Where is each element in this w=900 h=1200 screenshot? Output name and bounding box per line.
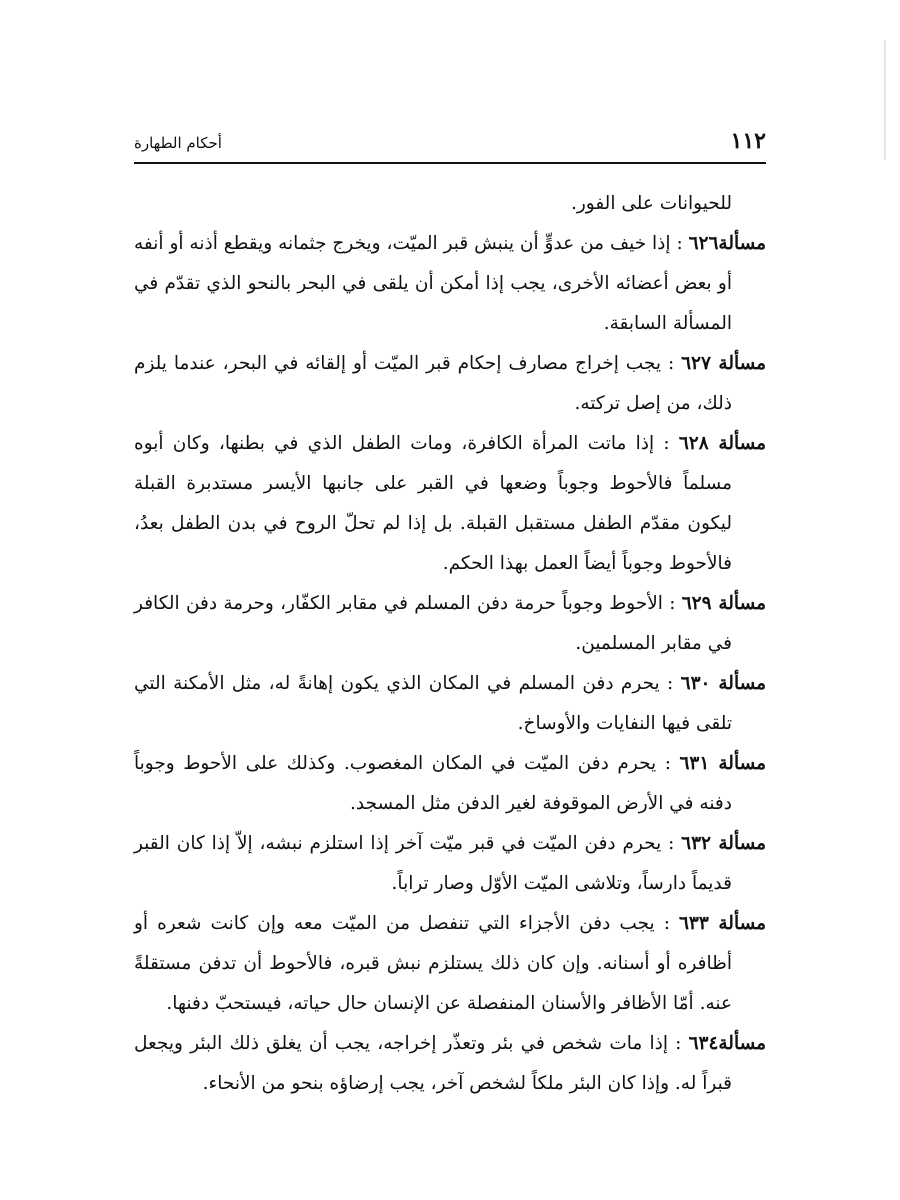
issue-label: مسألة ٦٢٩: [681, 593, 766, 614]
issue-627: [134, 344, 766, 424]
issue-label: مسألة ٦٣٠: [680, 673, 766, 694]
continued-text: للحيوانات على الفور.: [570, 193, 732, 214]
issue-label: مسألة ٦٣٢: [681, 833, 766, 854]
issue-label: مسألة ٦٢٨: [678, 433, 767, 454]
page-body: [134, 184, 766, 1104]
issue-text: : الأحوط وجوباً حرمة دفن المسلم في مقابر الكفّار، وحرمة دفن الكافر في مقابر المسلمين.: [134, 593, 732, 654]
page-header: [134, 126, 766, 164]
issue-text: : يحرم دفن المسلم في المكان الذي يكون إهانةً له، مثل الأمكنة التي تلقى فيها النفايات والأوساخ.: [134, 673, 732, 734]
issue-text: : يجب دفن الأجزاء التي تنفصل من الميّت معه وإن كانت شعره أو أظافره أو أسنانه. وإن كان ذلك يستلزم نبش قبره، فالأحوط أن تدفن مستقلةً عنه. أمّا الأظافر والأسنان المنفصلة عن الإنسان حال حياته، فيستحبّ دفنها.: [134, 913, 732, 1014]
issue-text: : إذا مات شخص في بئر وتعذّر إخراجه، يجب أن يغلق ذلك البئر ويجعل قبراً له. وإذا كان البئر ملكاً لشخص آخر، يجب إرضاؤه بنحو من الأنحاء.: [134, 1033, 732, 1094]
issue-629: [134, 584, 766, 664]
issue-633: [134, 904, 766, 1024]
issue-634: [134, 1024, 766, 1104]
issue-text: : يجب إخراج مصارف إحكام قبر الميّت أو إلقائه في البحر، عندما يلزم ذلك، من إصل تركته.: [134, 353, 732, 414]
issue-label: مسألة ٦٣١: [679, 753, 766, 774]
issue-text: : إذا ماتت المرأة الكافرة، ومات الطفل الذي في بطنها، وكان أبوه مسلماً فالأحوط وجوباً وضعها في القبر على جانبها الأيسر مستدبرة القبلة ليكون مقدّم الطفل مستقبل القبلة. بل إذا لم تحلّ الروح في بدن الطفل بعدُ، فالأحوط وجوباً أيضاً العمل بهذا الحكم.: [134, 433, 732, 574]
issue-text: : يحرم دفن الميّت في قبر ميّت آخر إذا استلزم نبشه، إلاّ إذا كان القبر قديماً دارساً، وتلاشى الميّت الأوّل وصار تراباً.: [134, 833, 732, 894]
issue-label: مسألة ٦٢٧: [681, 353, 767, 374]
issue-label: مسألة ٦٣٣: [678, 913, 766, 934]
issue-632: [134, 824, 766, 904]
issue-628: [134, 424, 766, 584]
issue-text: : يحرم دفن الميّت في المكان المغصوب. وكذلك على الأحوط وجوباً دفنه في الأرض الموقوفة لغير الدفن مثل المسجد.: [134, 753, 732, 814]
issue-630: [134, 664, 766, 744]
issue-631: [134, 744, 766, 824]
scan-artifact-line: [884, 40, 886, 160]
continued-paragraph: [134, 184, 766, 224]
issue-text: : إذا خيف من عدوٍّ أن ينبش قبر الميّت، ويخرج جثمانه ويقطع أذنه أو أنفه أو بعض أعضائه الأخرى، يجب إذا أمكن أن يلقى في البحر بالنحو الذي تقدّم في المسألة السابقة.: [134, 233, 732, 334]
issue-label: مسألة٦٢٦: [688, 233, 767, 254]
page-number: ١١٢: [730, 128, 766, 154]
issue-label: مسألة٦٣٤: [688, 1033, 766, 1054]
issue-626: [134, 224, 766, 344]
running-title: أحكام الطهارة: [134, 134, 222, 152]
